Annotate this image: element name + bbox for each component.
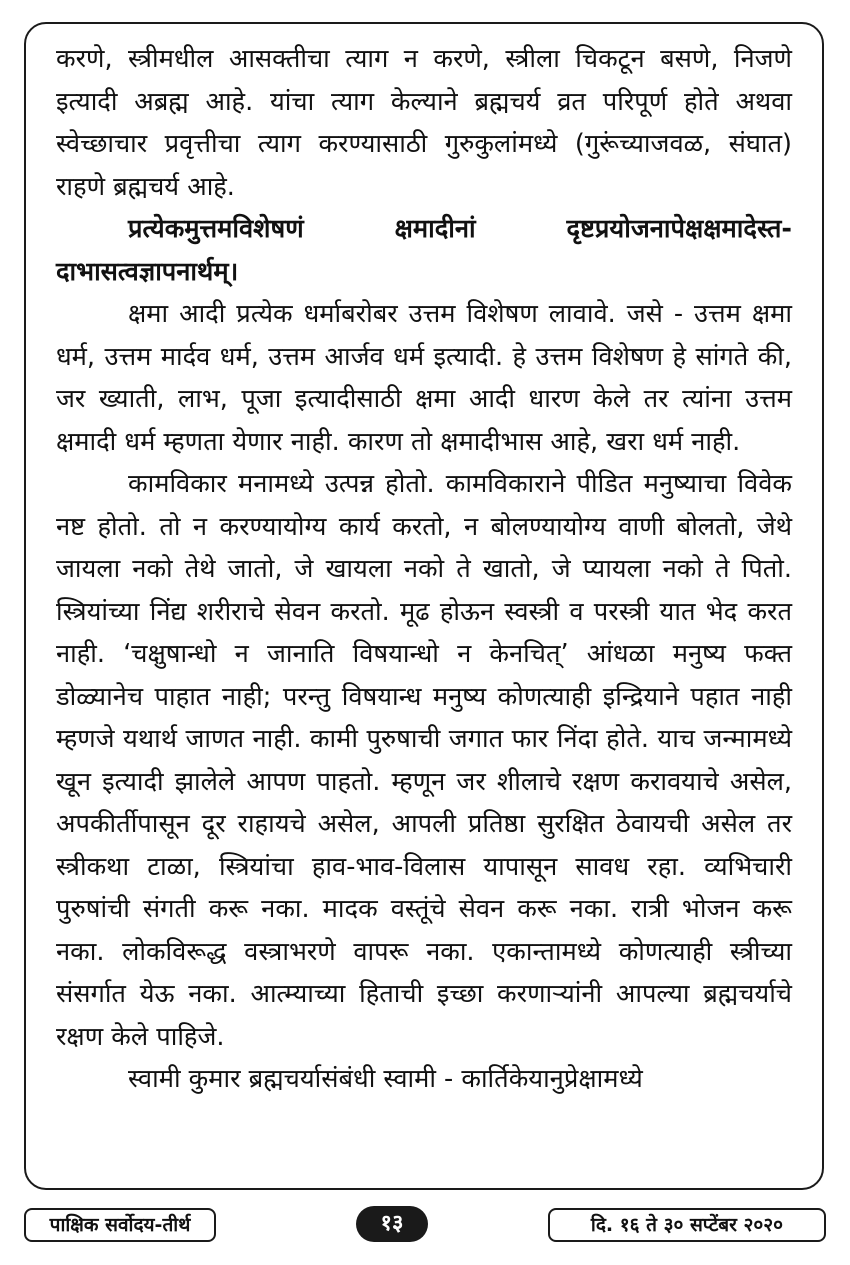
page-content-frame (24, 22, 824, 1190)
issue-date: दि. १६ ते ३० सप्टेंबर २०२० (548, 1208, 826, 1242)
paragraph-3: कामविकार मनामध्ये उत्पन्न होतो. कामविकाराने पीडित मनुष्याचा विवेक नष्ट होतो. तो न करण्यायोग्य कार्य करतो, न बोलण्यायोग्य वाणी बोलतो, जेथे जायला नको तेथे जातो, जे खायला नको ते खातो, जे प्यायला नको ते पितो. स्त्रियांच्या निंद्य शरीराचे सेवन करतो. मूढ होऊन स्वस्त्री व परस्त्री यात भेद करत नाही. ‘चक्षुषान्धो न जानाति विषयान्धो न केनचित्’ आंधळा मनुष्य फक्त डोळ्यानेच पाहात नाही; परन्तु विषयान्ध मनुष्य कोणत्याही इन्द्रियाने पहात नाही म्हणजे यथार्थ जाणत नाही. कामी पुरुषाची जगात फार निंदा होते. याच जन्मामध्ये खून इत्यादी झालेले आपण पाहतो. म्हणून जर शीलाचे रक्षण करावयाचे असेल, अपकीर्तीपासून दूर राहायचे असेल, आपली प्रतिष्ठा सुरक्षित ठेवायची असेल तर स्त्रीकथा टाळा, स्त्रियांचा हाव-भाव-विलास यापासून सावध रहा. व्यभिचारी पुरुषांची संगती करू नका. मादक वस्तूंचे सेवन करू नका. रात्री भोजन करू नका. लोकविरूद्ध वस्त्राभरणे वापरू नका. एकान्तामध्ये कोणत्याही स्त्रीच्या संसर्गात येऊ नका. आत्म्याच्या हिताची इच्छा करणाऱ्यांनी आपल्या ब्रह्मचर्याचे रक्षण केले पाहिजे. (56, 469, 792, 1052)
page-number: १३ (356, 1206, 428, 1242)
paragraph-4: स्वामी कुमार ब्रह्मचर्यासंबंधी स्वामी - कार्तिकेयानुप्रेक्षामध्ये (128, 1064, 643, 1094)
paragraph-2: क्षमा आदी प्रत्येक धर्माबरोबर उत्तम विशेषण लावावे. जसे - उत्तम क्षमा धर्म, उत्तम मार्दव धर्म, उत्तम आर्जव धर्म इत्यादी. हे उत्तम विशेषण हे सांगते की, जर ख्याती, लाभ, पूजा इत्यादीसाठी क्षमा आदी धारण केले तर त्यांना उत्तम क्षमादी धर्म म्हणता येणार नाही. कारण तो क्षमादीभास आहे, खरा धर्म नाही. (56, 299, 792, 457)
sanskrit-sutra-heading: प्रत्येकमुत्तमविशेषणं क्षमादीनां दृष्टप्रयोजनापेक्षक्षमादेस्त-दाभासत्वज्ञापनार्थम्। (56, 214, 792, 287)
publication-name: पाक्षिक सर्वोदय-तीर्थ (24, 1208, 216, 1242)
paragraph-1: करणे, स्त्रीमधील आसक्तीचा त्याग न करणे, स्त्रीला चिकटून बसणे, निजणे इत्यादी अब्रह्म आहे. यांचा त्याग केल्याने ब्रह्मचर्य व्रत परिपूर्ण होते अथवा स्वेच्छाचार प्रवृत्तीचा त्याग करण्यासाठी गुरुकुलांमध्ये (गुरूंच्याजवळ, संघात) राहणे ब्रह्मचर्य आहे. (56, 44, 792, 202)
